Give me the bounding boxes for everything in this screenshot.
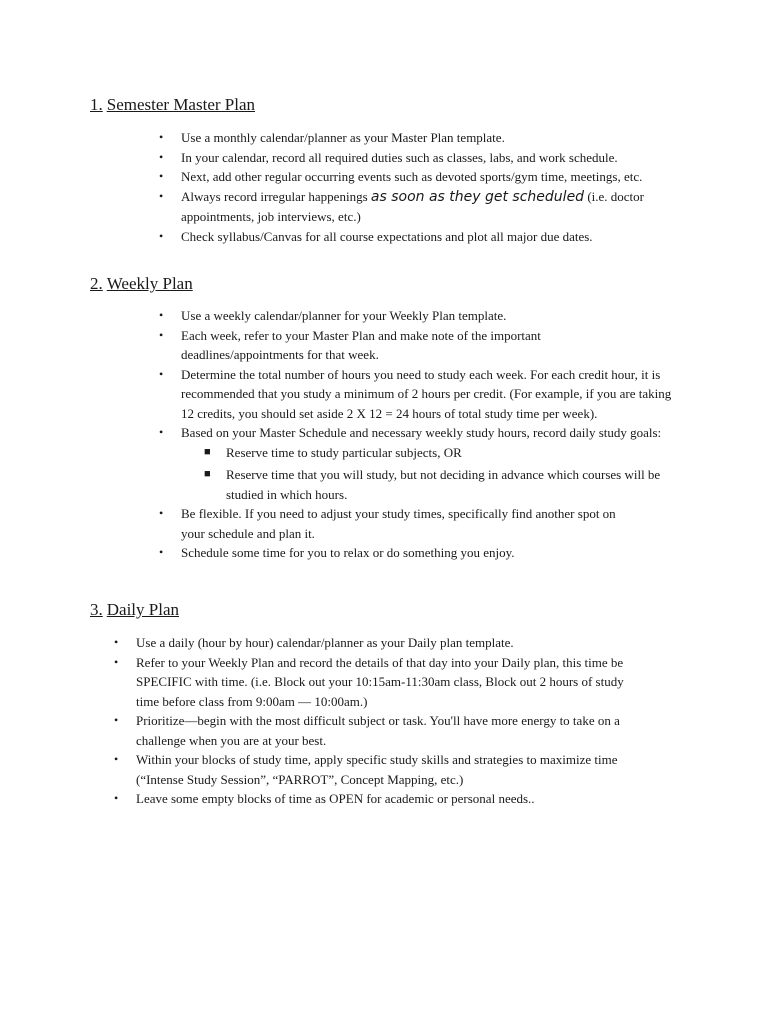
section-3-list — [114, 633, 636, 809]
list-item: • Check syllabus/Canvas for all course expectations and plot all major due dates. — [181, 227, 671, 247]
bullet-icon: • — [114, 713, 119, 727]
list-item: • Schedule some time for you to relax or do something you enjoy. — [181, 543, 676, 563]
bullet-icon: • — [159, 188, 164, 203]
list-item: • Use a weekly calendar/planner for your Weekly Plan template. — [181, 306, 676, 326]
bullet-icon: • — [114, 752, 119, 766]
list-item: • Determine the total number of hours you need to study each week. For each credit hour, it is recommended that you study a minimum of 2 hours per credit. (For example, if you are taking 12 credits, you should set aside 2 X 12 = 24 hours of total study time per week). — [159, 366, 672, 421]
section-title: Weekly Plan — [106, 274, 193, 293]
list-item: • Use a monthly calendar/planner as your Master Plan template. — [181, 128, 671, 148]
bullet-icon: • — [159, 149, 164, 164]
sub-list-item: ■ Reserve time that you will study, but not deciding in advance which courses will be studied in which hours. — [204, 467, 661, 502]
section-title: Daily Plan — [106, 600, 179, 619]
section-title: Semester Master Plan — [106, 95, 255, 114]
sub-list-item: ■ Reserve time to study particular subjects, OR — [226, 443, 666, 463]
section-2-list — [159, 306, 676, 563]
bullet-icon: • — [159, 545, 164, 559]
bullet-icon: • — [159, 130, 164, 144]
bullet-icon: • — [159, 425, 164, 439]
section-heading-2 — [90, 274, 193, 294]
section-number: 3. — [90, 600, 103, 619]
bullet-icon: • — [159, 169, 164, 183]
bullet-icon: • — [159, 366, 164, 381]
section-number: 2. — [90, 274, 103, 293]
list-item: • Leave some empty blocks of time as OPEN for academic or personal needs.. — [136, 789, 636, 809]
bullet-icon: • — [159, 506, 164, 520]
section-number: 1. — [90, 95, 103, 114]
section-heading-3 — [90, 600, 179, 620]
list-item: • Be flexible. If you need to adjust your study times, specifically find another spot on your schedule and plan it. — [159, 506, 616, 541]
sub-list — [204, 443, 666, 505]
bullet-icon: • — [159, 308, 164, 322]
bullet-icon: • — [114, 791, 119, 805]
emphasis-text: as soon as they get scheduled — [370, 188, 585, 205]
list-item: • Each week, refer to your Master Plan and make note of the important deadlines/appointments for that week. — [159, 327, 541, 362]
list-item: • Prioritize—begin with the most difficult subject or task. You'll have more energy to take on a challenge when you are at your best. — [114, 713, 620, 748]
square-bullet-icon: ■ — [204, 445, 211, 458]
section-1-list — [159, 128, 671, 246]
list-item: • Within your blocks of study time, apply specific study skills and strategies to maximize time (“Intense Study Session”, “PARROT”, Concept Mapping, etc.) — [114, 752, 618, 787]
list-item: • Based on your Master Schedule and necessary weekly study hours, record daily study goals: ■ Reserve time to study particular subjects, OR ■ Reserve time that you will study, but not deciding in advance which courses will be studied in which hours. — [181, 423, 676, 504]
square-bullet-icon: ■ — [204, 468, 211, 480]
bullet-icon: • — [114, 635, 119, 649]
list-item: • Always record irregular happenings as soon as they get scheduled (i.e. doctor appointments, job interviews, etc.) — [159, 188, 644, 224]
bullet-icon: • — [114, 654, 119, 669]
list-item: • In your calendar, record all required duties such as classes, labs, and work schedule. — [181, 148, 671, 168]
list-item: • Refer to your Weekly Plan and record the details of that day into your Daily plan, this time be SPECIFIC with time. (i.e. Block out your 10:15am-11:30am class, Block out 2 hours of study time before class from 9:00am — 10:00am.) — [114, 654, 624, 709]
list-item: • Next, add other regular occurring events such as devoted sports/gym time, meetings, etc. — [181, 167, 671, 187]
list-item: • Use a daily (hour by hour) calendar/planner as your Daily plan template. — [136, 633, 636, 653]
section-heading-1 — [90, 95, 255, 115]
bullet-icon: • — [159, 228, 164, 243]
bullet-icon: • — [159, 327, 164, 342]
